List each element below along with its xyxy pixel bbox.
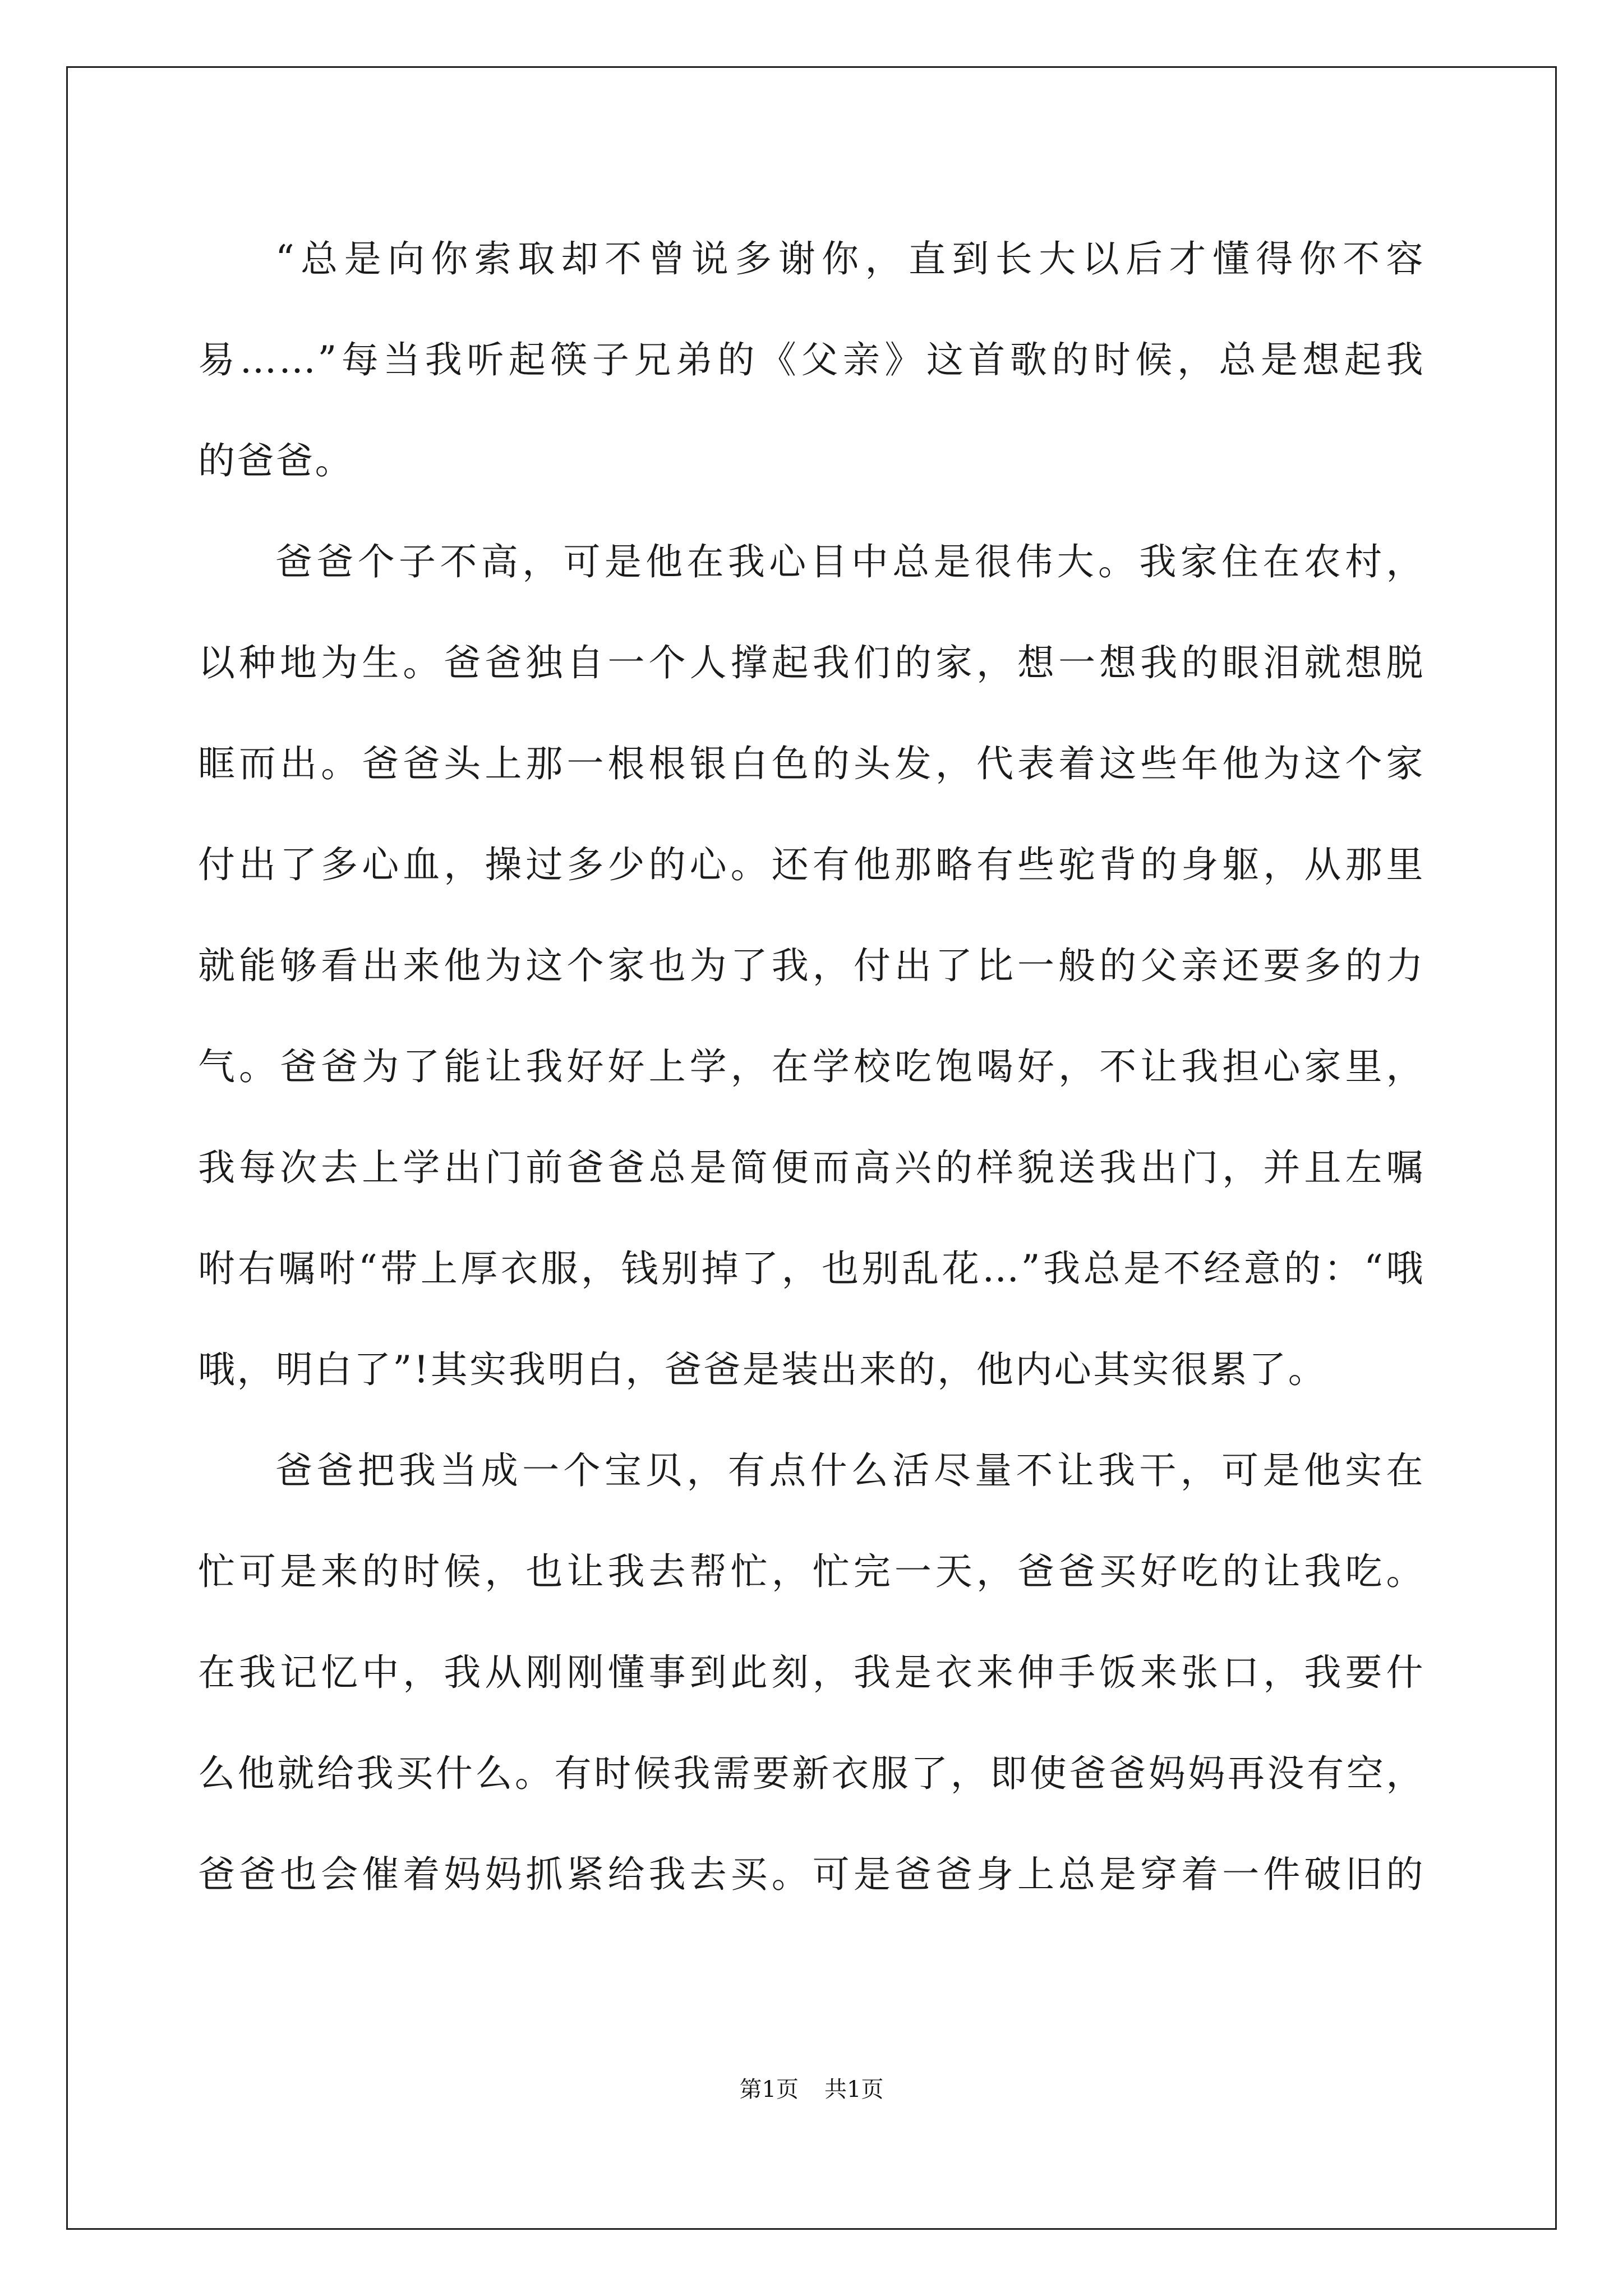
paragraph-line: 眶而出。爸爸头上那一根根银白色的头发，代表着这些年他为这个家 <box>198 742 1425 785</box>
paragraph-line: 易……”每当我听起筷子兄弟的《父亲》这首歌的时候，总是想起我 <box>198 338 1425 381</box>
page-number: 第1页 <box>739 2077 799 2102</box>
paragraph-line: 付出了多心血，操过多少的心。还有他那略有些驼背的身躯，从那里 <box>198 843 1425 886</box>
paragraph-line: 以种地为生。爸爸独自一个人撑起我们的家，想一想我的眼泪就想脱 <box>198 641 1425 684</box>
paragraph-line: “总是向你索取却不曾说多谢你，直到长大以后才懂得你不容 <box>275 237 1425 280</box>
paragraph-line: 气。爸爸为了能让我好好上学，在学校吃饱喝好，不让我担心家里， <box>198 1045 1425 1088</box>
page-footer <box>0 2076 1623 2104</box>
page-total: 共1页 <box>824 2077 884 2102</box>
paragraph-line: 忙可是来的时候，也让我去帮忙，忙完一天，爸爸买好吃的让我吃。 <box>198 1550 1425 1593</box>
paragraph-line: 在我记忆中，我从刚刚懂事到此刻，我是衣来伸手饭来张口，我要什 <box>198 1651 1425 1694</box>
document-body <box>198 209 1425 1925</box>
paragraph-line: 咐右嘱咐“带上厚衣服，钱别掉了，也别乱花…”我总是不经意的：“哦 <box>198 1247 1425 1290</box>
paragraph-line: 哦，明白了”!其实我明白，爸爸是装出来的，他内心其实很累了。 <box>198 1348 1327 1391</box>
paragraph-line: 就能够看出来他为这个家也为了我，付出了比一般的父亲还要多的力 <box>198 944 1425 987</box>
paragraph-line: 爸爸也会催着妈妈抓紧给我去买。可是爸爸身上总是穿着一件破旧的 <box>198 1853 1425 1896</box>
paragraph-line: 爸爸把我当成一个宝贝，有点什么活尽量不让我干，可是他实在 <box>275 1449 1425 1492</box>
paragraph-line: 我每次去上学出门前爸爸总是简便而高兴的样貌送我出门，并且左嘱 <box>198 1146 1425 1189</box>
paragraph-line: 么他就给我买什么。有时候我需要新衣服了，即使爸爸妈妈再没有空， <box>198 1752 1425 1795</box>
paragraph-line: 的爸爸。 <box>198 439 354 482</box>
paragraph-line: 爸爸个子不高，可是他在我心目中总是很伟大。我家住在农村， <box>275 540 1425 583</box>
